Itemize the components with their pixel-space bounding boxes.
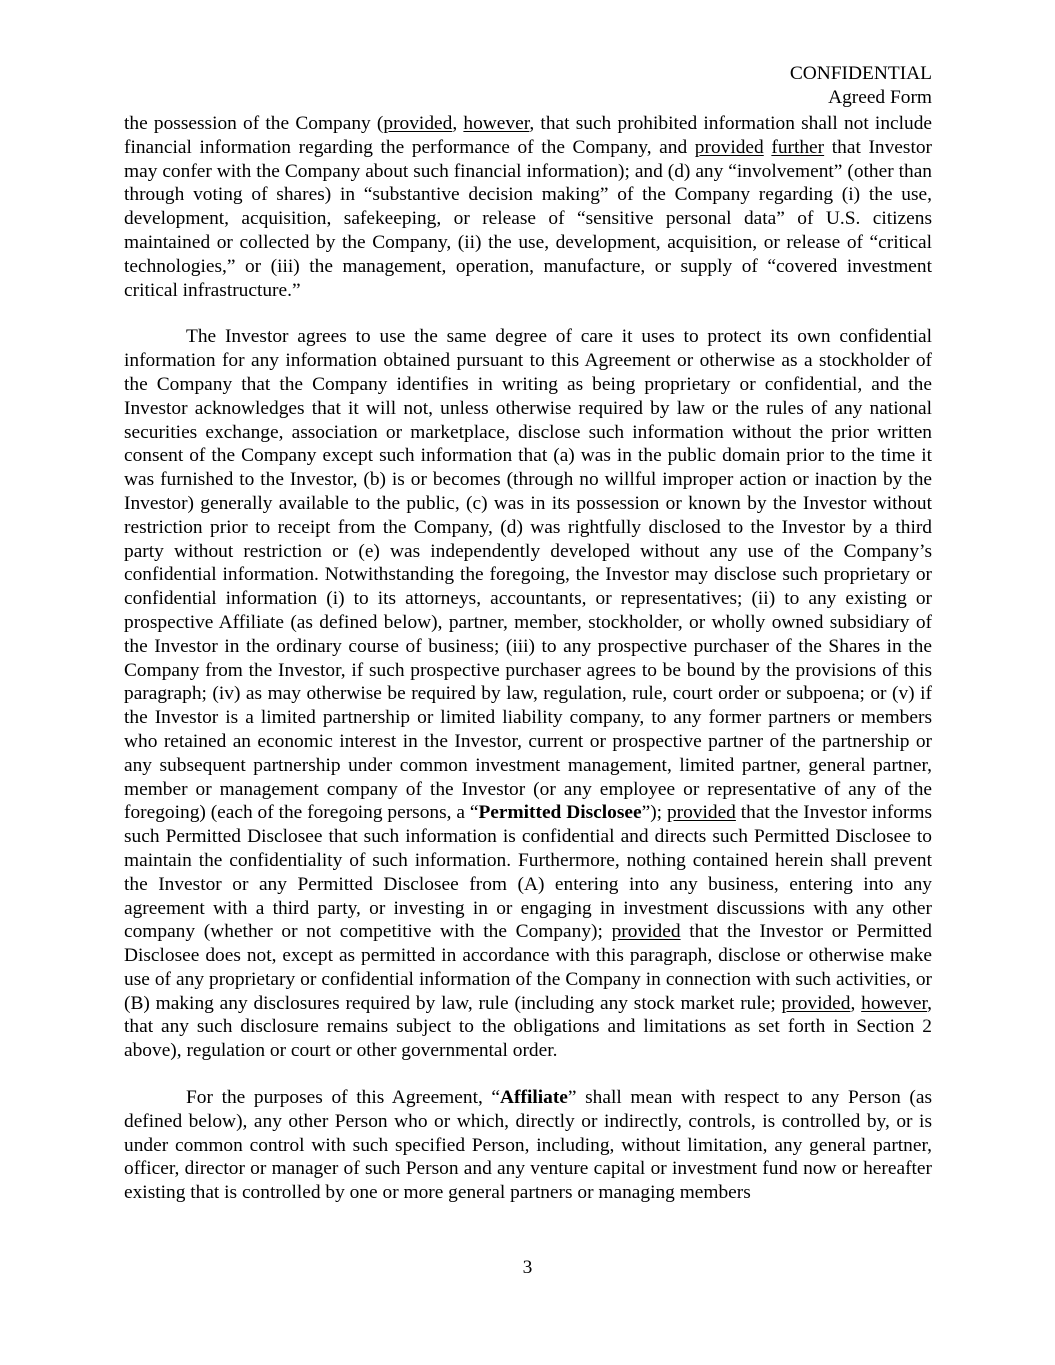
paragraph-affiliate-definition: For the purposes of this Agreement, “Affiliate” shall mean with respect to any Person (as defined below), any other Person who or which, directly or indirectly, controls, is controlled by, or is under common control with such specified Person, including, without limitation, any general partner, officer, director or manager of such Person and any venture capital or investment fund now or hereafter existing that is controlled by one or more general partners or managing members: [124, 1087, 933, 1204]
paragraph-confidentiality: The Investor agrees to use the same degree of care it uses to protect its own confidential information for any information obtained pursuant to this Agreement or otherwise as a stockholder of the Company that the Company identifies in writing as being proprietary or confidential, and the Investor acknowledges that it will not, unless otherwise required by law or the rules of any national securities exchange, association or marketplace, disclose such information without the prior written consent of the Company except such information that (a) was in the public domain prior to the time it was furnished to the Investor, (b) is or becomes (through no willful improper action or inaction by the Investor) generally available to the public, (c) was in its possession or known by the Investor without restriction prior to receipt from the Company, (d) was rightfully disclosed to the Investor by a third party without restriction or (e) was independently developed without any use of the Company’s confidential information. Notwithstanding the foregoing, the Investor may disclose such proprietary or confidential information (i) to its attorneys, accountants, or representatives; (ii) to any existing or prospective Affiliate (as defined below), partner, member, stockholder, or wholly owned subsidiary of the Investor in the ordinary course of business; (iii) to any prospective purchaser of the Shares in the Company from the Investor, if such prospective purchaser agrees to be bound by the provisions of this paragraph; (iv) as may otherwise be required by law, regulation, rule, court order or subpoena; or (v) if the Investor is a limited partnership or limited liability company, to any former partners or members who retained an economic interest in the Investor, current or prospective partner of the partnership or any subsequent partnership under common investment management, limited partner, general partner, member or management company of the Investor (or any employee or representative of any of the foregoing) (each of the foregoing persons, a “Permitted Disclosee”); provided that the Investor informs such Permitted Disclosee that such information is confidential and directs such Permitted Disclosee to maintain the confidentiality of such information. Furthermore, nothing contained herein shall prevent the Investor or any Permitted Disclosee from (A) entering into any business, entering into any agreement with a third party, or investing in or engaging in investment discussions with any other company (whether or not competitive with the Company); provided that the Investor or Permitted Disclosee does not, except as permitted in accordance with this paragraph, disclose or otherwise make use of any proprietary or confidential information of the Company in connection with such activities, or (B) making any disclosures required by law, rule (including any stock market rule; provided, however, that any such disclosure remains subject to the obligations and limitations as set forth in Section 2 above), regulation or court or other governmental order.: [124, 326, 932, 1062]
paragraph-continuation: the possession of the Company (provided, however, that such prohibited information shall not include financial information regarding the performance of the Company, and provided further that Investor may confer with the Company about such financial information); and (d) any “involvement” (other than through voting of shares) in “substantive decision making” of the Company regarding (i) the use, development, acquisition, safekeeping, or release of “sensitive personal data” of U.S. citizens maintained or collected by the Company, (ii) the use, development, acquisition, or release of “critical technologies,” or (iii) the management, operation, manufacture, or supply of “covered investment critical infrastructure.”: [124, 113, 933, 301]
underlined-term: provided: [781, 992, 851, 1014]
defined-term-permitted-disclosee: Permitted Disclosee: [478, 802, 642, 824]
underlined-term: further: [771, 136, 825, 158]
underlined-term: however: [463, 113, 530, 134]
defined-term-affiliate: Affiliate: [500, 1087, 568, 1109]
underlined-term: provided: [666, 802, 736, 824]
page-number: 3: [522, 1257, 533, 1278]
agreed-form-label: Agreed Form: [828, 87, 932, 108]
document-page: [124, 62, 932, 1205]
underlined-term: however: [861, 992, 928, 1014]
underlined-term: provided: [611, 921, 681, 943]
underlined-term: provided: [694, 136, 764, 158]
page-header: [124, 62, 932, 110]
confidential-label: CONFIDENTIAL: [789, 63, 932, 84]
underlined-term: provided: [383, 113, 453, 134]
